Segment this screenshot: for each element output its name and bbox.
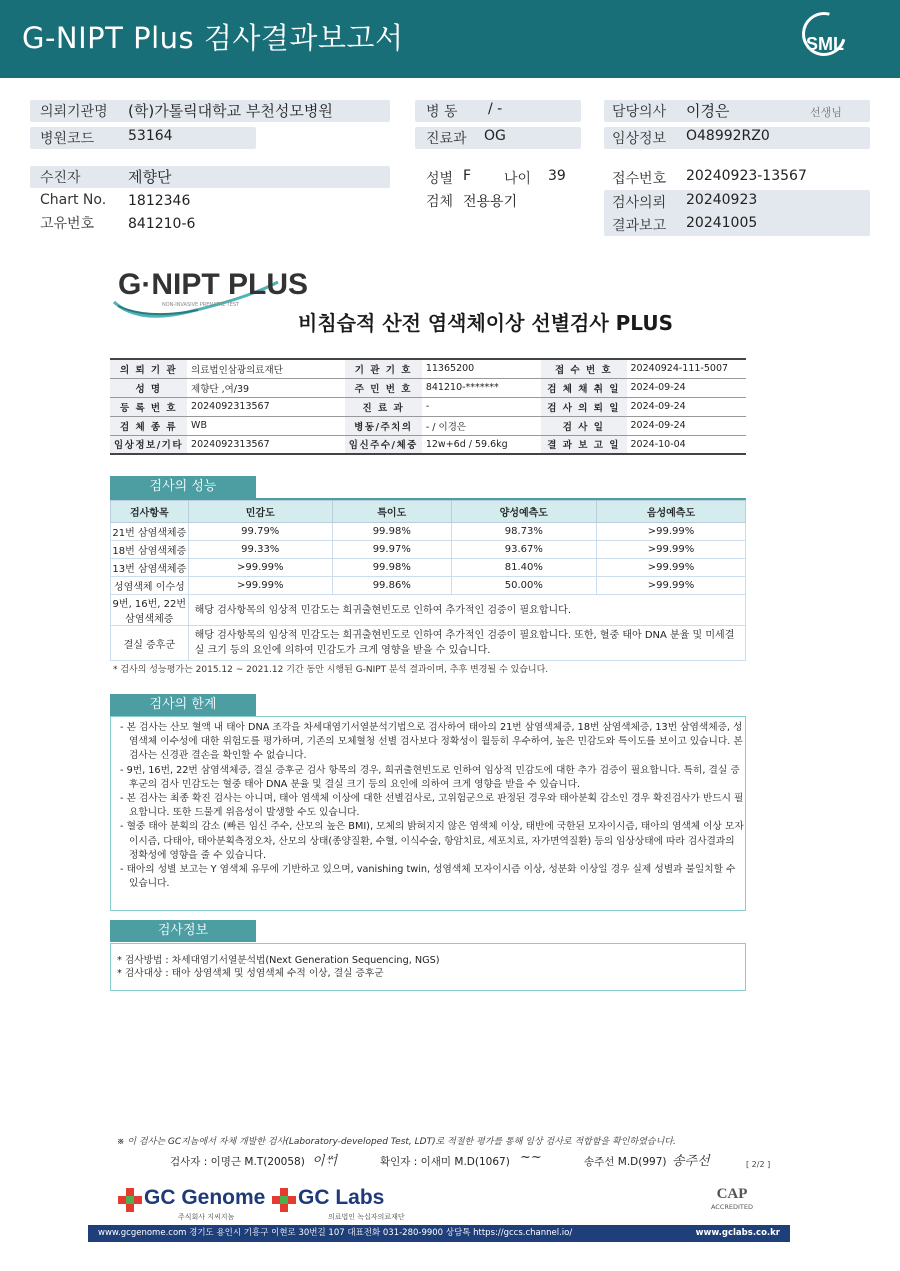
info-value: 841210-******* [422, 378, 541, 397]
perf-cell: 81.40% [451, 559, 596, 577]
chart-label: Chart No. [40, 192, 107, 208]
info-value: 제향단 ,여/39 [187, 378, 345, 397]
perf-cell: 98.73% [451, 523, 596, 541]
perf-cell: 18번 삼염색체증 [111, 541, 189, 559]
page-number: [ 2/2 ] [746, 1160, 771, 1169]
info-value: 12w+6d / 59.6kg [422, 435, 541, 454]
clinical-label: 임상정보 [612, 131, 667, 147]
gnipt-logo [108, 262, 309, 324]
examiner: 검사자 : 이명근 M.T(20058) [170, 1156, 305, 1168]
gcgenome-name: GC Genome [144, 1186, 266, 1209]
gc-cross-icon [272, 1188, 296, 1212]
info-value: 2024092313567 [187, 435, 345, 454]
code-label: 병원코드 [40, 131, 95, 147]
specimen-label: 검체 [426, 194, 454, 210]
perf-cell: >99.99% [596, 559, 745, 577]
perf-row [111, 577, 746, 595]
info-value: 2024-09-24 [627, 397, 746, 416]
sex-value: F [463, 168, 472, 184]
info-row [110, 435, 746, 454]
sml-logo [796, 12, 854, 66]
perf-cell: 99.79% [188, 523, 332, 541]
ward-value: / - [488, 101, 503, 117]
report-label: 결과보고 [612, 218, 667, 234]
limit-item: - 본 검사는 산모 혈액 내 태아 DNA 조각을 차세대염기서열분석기법으로 검사하여 태아의 21번 삼염색체증, 18번 삼염색체증, 13번 삼염색체증, 성염색체 이수성에 대한 위험도를 평가하며, 기존의 모체혈청 선별 검사보다 정확성이 월등히 우수하여, 높은 민감도와 특이도를 보이고 있습니다. 본 검사는 신경관 결손을 확인할 수 없습니다. [120, 722, 743, 762]
info-key: 검 체 종 류 [110, 416, 187, 435]
gnipt-logo-text: G·NIPT PLUS [118, 268, 309, 301]
code-value: 53164 [128, 128, 173, 144]
perf-header-cell: 특이도 [332, 501, 451, 523]
perf-cell: 99.98% [332, 523, 451, 541]
info-key: 등 록 번 호 [110, 397, 187, 416]
info-key: 임신주수/체중 [345, 435, 422, 454]
perf-cell: 21번 삼염색체증 [111, 523, 189, 541]
limit-item: - 태아의 성별 보고는 Y 염색체 유무에 기반하고 있으며, vanishing twin, 성염색체 모자이시즘 이상, 성분화 이상일 경우 실제 성별과 불일치할 수 있습니다. [120, 864, 736, 890]
perf-header-cell: 민감도 [188, 501, 332, 523]
specimen-info-table [110, 358, 746, 455]
info-value: 2024-09-24 [627, 416, 746, 435]
test-info-box [110, 943, 746, 991]
limits-box [110, 716, 746, 911]
perf-header-cell: 양성예측도 [451, 501, 596, 523]
institution-label: 의뢰기관명 [40, 104, 108, 120]
chart-value: 1812346 [128, 193, 191, 209]
info-row [110, 359, 746, 378]
info-key: 병동/주치의 [345, 416, 422, 435]
info-value: 11365200 [422, 359, 541, 378]
perf-cell: 13번 삼염색체증 [111, 559, 189, 577]
info-value: - [422, 397, 541, 416]
test-target: * 검사대상 : 태아 상염색체 및 성염색체 수적 이상, 결실 증후군 [117, 968, 384, 979]
perf-note-text: 해당 검사항목의 임상적 민감도는 희귀출현빈도로 인하여 추가적인 검증이 필요합니다. [188, 595, 745, 626]
name-label: 수진자 [40, 170, 81, 186]
performance-footnote: * 검사의 성능평가는 2015.12 ~ 2021.12 기간 동안 시행된 G-NIPT 분석 결과이며, 추후 변경될 수 있습니다. [113, 665, 549, 675]
director: 송주선 M.D(997) [584, 1156, 667, 1168]
perf-cell: >99.99% [596, 523, 745, 541]
dept-value: OG [484, 128, 506, 144]
doctor-value: 이경은 [686, 102, 730, 120]
info-row [110, 416, 746, 435]
request-value: 20240923 [686, 192, 758, 208]
perf-cell: >99.99% [188, 577, 332, 595]
receipt-value: 20240923-13567 [686, 168, 807, 184]
footer-bar [88, 1225, 790, 1242]
performance-section-header: 검사의 성능 [110, 476, 256, 498]
info-key: 결 과 보 고 일 [541, 435, 627, 454]
ldt-note: ※ 이 검사는 GC지놈에서 자체 개발한 검사(Laboratory-developed Test, LDT)로 적절한 평가를 통해 임상 검사로 적합함을 확인하였습니다. [117, 1137, 676, 1147]
perf-cell: 성염색체 이수성 [111, 577, 189, 595]
footer-contact: www.gcgenome.com 경기도 용인시 기흥구 이현로 30번길 107 대표전화 031-280-9900 상담톡 https://gccs.channel.io/ [98, 1228, 573, 1238]
perf-row [111, 559, 746, 577]
perf-cell: 99.86% [332, 577, 451, 595]
name-row [30, 166, 390, 188]
report-title: G-NIPT Plus 검사결과보고서 [22, 21, 404, 55]
info-value: - / 이경은 [422, 416, 541, 435]
director-signature-icon: 송주선 [672, 1154, 710, 1169]
uid-value: 841210-6 [128, 216, 196, 232]
examiner-signature-icon: 이ᄊᆟ [312, 1154, 338, 1169]
institution-value: (학)가톨릭대학교 부천성모병원 [128, 102, 333, 120]
document-title: 비침습적 산전 염색체이상 선별검사 PLUS [298, 311, 673, 335]
limit-item: - 혈중 태아 분획의 감소 (빠른 임신 주수, 산모의 높은 BMI), 모체의 밝혀지지 않은 염색체 이상, 태반에 국한된 모자이시즘, 태아의 염색체 이상 모자이시즘, 다태아, 태아분획측정오차, 산모의 상태(종양질환, 수혈, 이식수술, 항암치료, 세포치료, 자가면역질환) 등의 임상상태에 따라 검사결과의 정확성에 영향을 줄 수 있습니다. [120, 821, 744, 861]
info-value: 2024092313567 [187, 397, 345, 416]
info-key: 의 뢰 기 관 [110, 359, 187, 378]
sex-label: 성별 [426, 171, 454, 187]
info-key: 검 사 의 뢰 일 [541, 397, 627, 416]
cap-accredited-logo [700, 1186, 764, 1220]
gnipt-logo-subtext: NON-INVASIVE PRENATAL TEST [162, 302, 240, 308]
perf-cell: >99.99% [188, 559, 332, 577]
specimen-value: 전용용기 [463, 194, 518, 210]
perf-cell: >99.99% [596, 577, 745, 595]
age-label: 나이 [504, 171, 532, 187]
info-key: 검 체 채 취 일 [541, 378, 627, 397]
doctor-label: 담당의사 [612, 104, 667, 120]
footer-website[interactable]: www.gclabs.co.kr [695, 1228, 780, 1238]
test-method: * 검사방법 : 차세대염기서열분석법(Next Generation Sequencing, NGS) [117, 955, 440, 966]
info-key: 주 민 번 호 [345, 378, 422, 397]
name-value: 제향단 [128, 168, 172, 186]
info-key: 성 명 [110, 378, 187, 397]
perf-note-row [111, 626, 746, 661]
gcgenome-logo [118, 1186, 268, 1222]
info-row [110, 397, 746, 416]
perf-cell: 99.33% [188, 541, 332, 559]
dept-label: 진료과 [426, 131, 467, 147]
info-value: 의료법인삼광의료재단 [187, 359, 345, 378]
perf-note-item: 9번, 16번, 22번 삼염색체증 [111, 595, 189, 626]
report-header [0, 0, 900, 78]
limit-item: - 9번, 16번, 22번 삼염색체증, 결실 증후군 검사 항목의 경우, 희귀출현빈도로 인하여 임상적 민감도에 대한 추가 검증이 필요합니다. 특히, 결실 증후군의 검사 민감도는 혈중 태아 DNA 분율 및 결실 크기 등의 요인에 의하여 크게 영향을 받을 수 있습니다. [120, 764, 740, 790]
confirmer-signature-icon: ~~ [520, 1150, 542, 1165]
perf-row [111, 523, 746, 541]
gclabs-sub: 의료법인 녹십자의료재단 [328, 1213, 405, 1221]
age-value: 39 [548, 168, 566, 184]
limit-item: - 본 검사는 최종 확진 검사는 아니며, 태아 염색체 이상에 대한 선별검사로, 고위험군으로 판정된 경우와 태아분획 감소인 경우 확진검사가 반드시 필요합니다. 또한 드물게 위음성이 발생할 수도 있습니다. [120, 793, 744, 819]
perf-cell: 93.67% [451, 541, 596, 559]
perf-header-cell: 음성예측도 [596, 501, 745, 523]
gclabs-name: GC Labs [298, 1186, 385, 1209]
perf-note-text: 해당 검사항목의 임상적 민감도는 희귀출현빈도로 인하여 추가적인 검증이 필요합니다. 또한, 혈중 태아 DNA 분율 및 미세결실 크기 등의 요인에 의하여 민감도가 크게 영향을 받을 수 있습니다. [188, 626, 745, 661]
clinical-value: O48992RZ0 [686, 128, 770, 144]
doctor-suffix: 선생님 [810, 106, 842, 119]
perf-note-row [111, 595, 746, 626]
gclabs-logo [272, 1186, 405, 1222]
info-value: 20240924-111-5007 [627, 359, 746, 378]
cap-text: CAP [716, 1186, 748, 1202]
info-key: 임상정보/기타 [110, 435, 187, 454]
request-label: 검사의뢰 [612, 195, 667, 211]
info-row [110, 378, 746, 397]
perf-cell: >99.99% [596, 541, 745, 559]
receipt-label: 접수번호 [612, 171, 667, 187]
perf-cell: 99.97% [332, 541, 451, 559]
report-value: 20241005 [686, 215, 758, 231]
info-key: 접 수 번 호 [541, 359, 627, 378]
cap-sub: ACCREDITED [710, 1203, 754, 1211]
sml-logo-text: SML [806, 34, 844, 54]
ward-label: 병 동 [426, 104, 458, 120]
perf-cell: 50.00% [451, 577, 596, 595]
gcgenome-sub: 주식회사 지씨지놈 [178, 1213, 235, 1221]
info-key: 진 료 과 [345, 397, 422, 416]
perf-header-cell: 검사항목 [111, 501, 189, 523]
info-key: 검 사 일 [541, 416, 627, 435]
perf-row [111, 541, 746, 559]
info-value: 2024-09-24 [627, 378, 746, 397]
uid-label: 고유번호 [40, 216, 95, 232]
performance-table [110, 500, 746, 661]
info-value: WB [187, 416, 345, 435]
perf-cell: 99.98% [332, 559, 451, 577]
info-value: 2024-10-04 [627, 435, 746, 454]
gc-cross-icon [118, 1188, 142, 1212]
limits-section-header: 검사의 한계 [110, 694, 256, 716]
confirmer: 확인자 : 이새미 M.D(1067) [380, 1156, 510, 1168]
perf-note-item: 결실 증후군 [111, 626, 189, 661]
info-key: 기 관 기 호 [345, 359, 422, 378]
test-info-section-header: 검사정보 [110, 920, 256, 942]
